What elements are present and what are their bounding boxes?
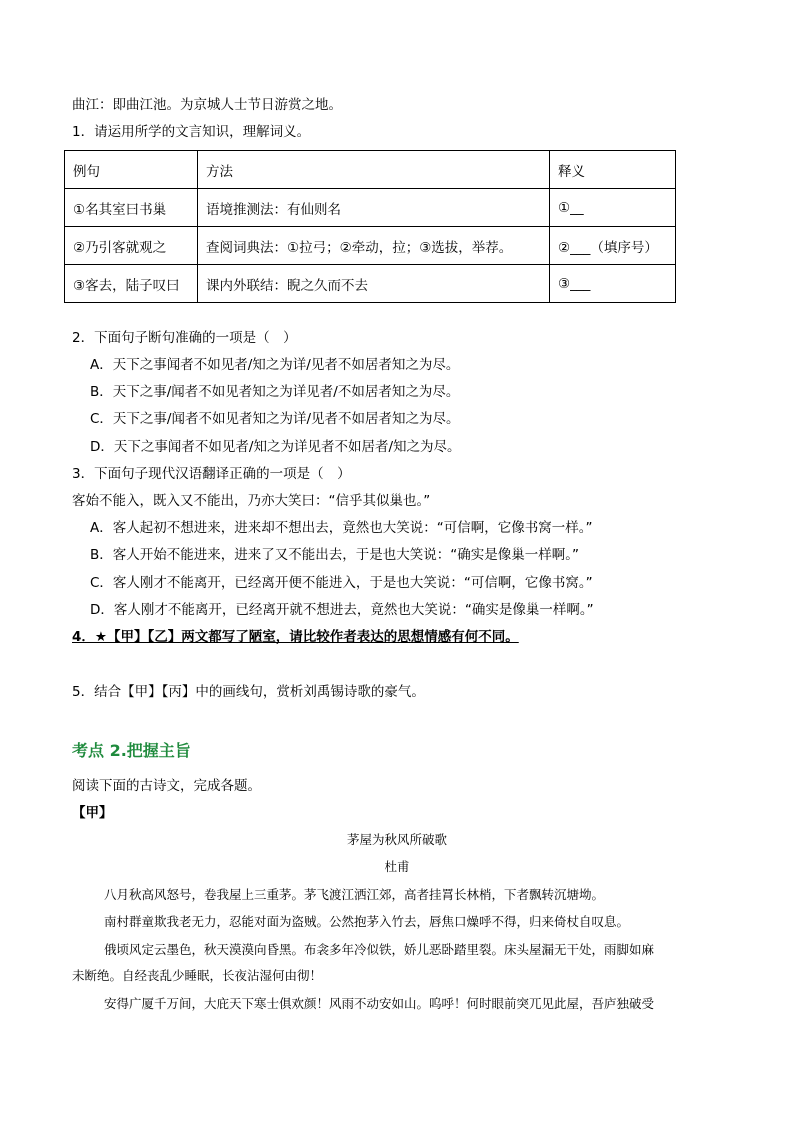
section-heading: 考点 2.把握主旨 — [72, 741, 191, 760]
question-3-sentence: 客始不能入，既入又不能出，乃亦大笑曰：“信乎其似巢也。” — [72, 493, 431, 509]
question-3-option-b: B．客人开始不能进来，进来了又不能出去，于是也大笑说：“确实是像巢一样啊。” — [90, 547, 579, 563]
table-header-cell: 例句 — [65, 151, 198, 189]
poem-line: 俄顷风定云墨色，秋天漠漠向昏黑。布衾多年冷似铁，娇儿恶卧踏里裂。床头屋漏无干处，雨脚如麻 — [104, 942, 655, 957]
passage-label: 【甲】 — [72, 805, 113, 821]
table-cell: 查阅词典法：①拉弓；②牵动，拉；③选拔，举荐。 — [198, 227, 550, 265]
question-3-option-a: A．客人起初不想进来，进来却不想出去，竟然也大笑说：“可信啊，它像书窝一样。” — [90, 520, 593, 536]
table-cell: ②乃引客就观之 — [65, 227, 198, 265]
poem-line: 未断绝。自经丧乱少睡眠，长夜沾湿何由彻！ — [72, 968, 323, 983]
poem-line: 八月秋高风怒号，卷我屋上三重茅。茅飞渡江洒江郊，高者挂罥长林梢，下者飘转沉塘坳。 — [104, 887, 605, 902]
table-cell: ①__ — [550, 189, 676, 227]
question-3-option-d: D．客人刚才不能离开，已经离开就不想进去，竟然也大笑说：“确实是像巢一样啊。” — [90, 602, 594, 618]
table-cell: 语境推测法：有仙则名 — [198, 189, 550, 227]
vocabulary-table — [64, 150, 676, 303]
question-2-option-d: D．天下之事闻者不如见者/知之为详见者不如居者/知之为尽。 — [90, 439, 461, 455]
table-header-row — [65, 151, 676, 189]
annotation-note: 曲江：即曲江池。为京城人士节日游赏之地。 — [72, 97, 342, 113]
section-instruction: 阅读下面的古诗文，完成各题。 — [72, 778, 261, 794]
question-2-option-b: B．天下之事/闻者不如见者知之为详见者/不如居者知之为尽。 — [90, 384, 460, 400]
question-2-stem: 2．下面句子断句准确的一项是（ ） — [72, 330, 297, 346]
question-2-option-c: C．天下之事/闻者不如见者知之为详/见者不如居者知之为尽。 — [90, 411, 460, 427]
table-cell: 课内外联结：睨之久而不去 — [198, 265, 550, 303]
question-5: 5．结合【甲】【丙】中的画线句，赏析刘禹锡诗歌的豪气。 — [72, 684, 425, 700]
poem-title: 茅屋为秋风所破歌 — [346, 832, 447, 847]
table-row — [65, 189, 676, 227]
poem-author: 杜甫 — [384, 859, 410, 874]
table-cell: ②___（填序号） — [550, 227, 676, 265]
table-cell: ①名其室曰书巢 — [65, 189, 198, 227]
poem-line: 安得广厦千万间，大庇天下寒士俱欢颜！风雨不动安如山。呜呼！何时眼前突兀见此屋，吾庐独破受 — [104, 996, 655, 1011]
table-cell: ③客去，陆子叹曰 — [65, 265, 198, 303]
question-1-stem: 1．请运用所学的文言知识，理解词义。 — [72, 124, 311, 140]
question-2-option-a: A．天下之事闻者不如见者/知之为详/见者不如居者知之为尽。 — [90, 357, 460, 373]
poem-line: 南村群童欺我老无力，忍能对面为盗贼。公然抱茅入竹去，唇焦口燥呼不得，归来倚杖自叹息。 — [104, 914, 630, 929]
table-row — [65, 227, 676, 265]
table-cell: ③___ — [550, 265, 676, 303]
question-3-stem: 3．下面句子现代汉语翻译正确的一项是（ ） — [72, 466, 351, 482]
question-4: 4．★【甲】【乙】两文都写了陋室，请比较作者表达的思想情感有何不同。 — [72, 629, 519, 645]
table-row — [65, 265, 676, 303]
question-3-option-c: C．客人刚才不能离开，已经离开便不能进入，于是也大笑说：“可信啊，它像书窝。” — [90, 575, 593, 591]
table-header-cell: 方法 — [198, 151, 550, 189]
table-header-cell: 释义 — [550, 151, 676, 189]
